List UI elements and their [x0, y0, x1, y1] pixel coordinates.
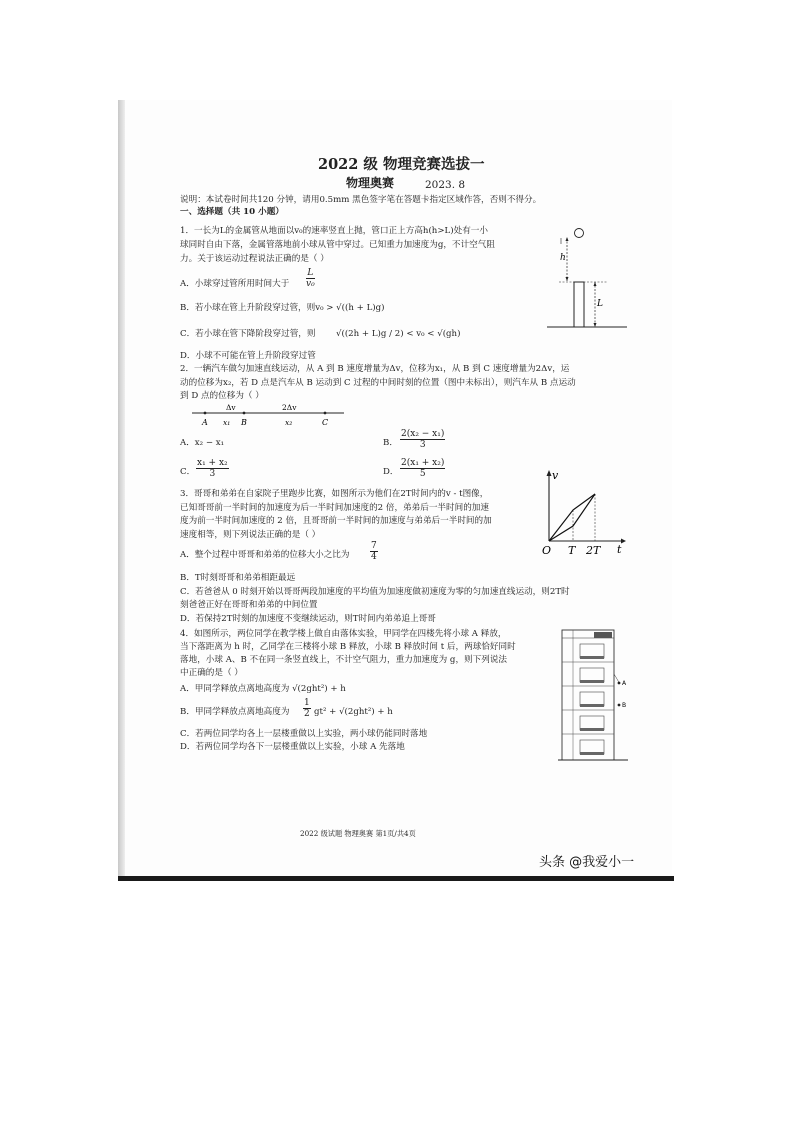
q2-option-b-fraction [400, 429, 445, 450]
label-x2: x₂ [285, 418, 293, 427]
q1-option-b: B．若小球在管上升阶段穿过管，则v₀ > √((h + L)g) [180, 303, 385, 313]
ball-icon [575, 229, 584, 238]
q2-c-denominator: 3 [209, 469, 216, 479]
q1-stem-line2: 球同时自由下落，金属管落地前小球从管中穿过。已知重力加速度为g，不计空气阻 [180, 240, 495, 250]
q1-a-numerator: L [307, 268, 314, 278]
q3-a-denominator: 4 [371, 552, 377, 562]
q4-option-b-label: B．甲同学释放点离地高度为 [180, 707, 290, 717]
label-2dv: 2Δv [282, 403, 297, 412]
q1-stem-line1: 1．一长为L的金属管从地面以v₀的速率竖直上抛，管口正上方高h(h>L)处有一小 [180, 226, 488, 236]
q2-option-c-fraction [196, 458, 229, 479]
q3-option-b: B．T时刻哥哥和弟弟相距最远 [180, 573, 296, 583]
roof-railing [594, 632, 612, 638]
q3-a-numerator: 7 [371, 541, 377, 551]
point-B [243, 412, 246, 415]
page-footer: 2022 级试题 物理奥赛 第1页/共4页 [300, 829, 416, 838]
q4-option-c: C．若两位同学均各上一层楼重做以上实验，两小球仍能同时落地 [180, 729, 428, 739]
q2-d-numerator: 2(x₁ + x₂) [401, 458, 445, 468]
q1-tube-figure [545, 224, 630, 332]
q4-b-denominator: 2 [304, 709, 310, 719]
q2-motion-figure [192, 400, 347, 430]
q3-option-d: D．若保持2T时刻的加速度不变继续运动，则T时间内弟弟追上哥哥 [180, 614, 436, 624]
q1-option-c: C．若小球在管下降阶段穿过管，则 [180, 329, 316, 339]
exam-date: 2023. 8 [425, 179, 466, 191]
q3-stem-line4: 速度相等，则下列说法正确的是（ ） [180, 530, 321, 540]
q2-stem-line2: 动的位移为x₂，若 D 点是汽车从 B 运动到 C 过程的中间时刻的位置（图中未标出），则汽车从 B 点运动 [180, 378, 576, 388]
label-dv: Δv [226, 403, 236, 412]
q1-option-a-fraction [306, 268, 315, 289]
q4-option-b-fraction [303, 698, 311, 719]
label-v: v [552, 469, 559, 482]
q2-option-d-fraction [400, 458, 445, 479]
q3-stem-line3: 度为前一半时间加速度的 2 倍，且哥哥前一半时间的加速度与弟弟后一半时间的加 [180, 516, 492, 526]
label-O: O [542, 544, 552, 557]
q4-stem-line4: 中正确的是（ ） [180, 668, 243, 678]
q2-option-d-label: D． [383, 467, 399, 477]
q4-option-b-tail: gt² + √(2ght²) + h [314, 707, 393, 717]
label-ball-B: B [622, 702, 627, 709]
scan-bottom-edge [118, 876, 674, 881]
q2-option-a: A．x₂ − x₁ [180, 438, 225, 448]
q3-stem-line2: 已知哥哥前一半时间的加速度为后一半时间加速度的2 倍，弟弟后一半时间的加速 [180, 503, 489, 513]
q2-stem-line3: 到 D 点的位移为（ ） [180, 391, 264, 401]
exam-subtitle: 物理奥赛 [346, 176, 395, 190]
q4-b-numerator: 1 [304, 698, 310, 708]
label-ball-A: A [622, 680, 627, 687]
q3-option-c-line1: C．若爸爸从 0 时刻开始以哥哥两段加速度的平均值为加速度做初速度为零的匀加速直线运动，则2T时 [180, 587, 570, 597]
label-t: t [617, 543, 622, 556]
label-T: T [568, 544, 576, 557]
label-x1: x₁ [223, 418, 231, 427]
brother-line [549, 494, 595, 541]
q4-option-a: A．甲同学释放点离地高度为 √(2ght²) + h [180, 684, 346, 694]
point-A [204, 412, 207, 415]
label-B: B [241, 418, 247, 427]
q4-building-figure [558, 624, 634, 764]
q1-a-denominator: v₀ [306, 279, 315, 289]
section-heading: 一、选择题（共 10 小题） [180, 207, 284, 217]
q1-stem-line3: 力。关于该运动过程说法正确的是（ ） [180, 254, 329, 264]
q2-c-numerator: x₁ + x₂ [197, 458, 228, 468]
floors [562, 644, 614, 754]
q2-b-numerator: 2(x₂ − x₁) [401, 429, 445, 439]
label-L: L [597, 299, 603, 309]
q3-option-c-line2: 刻爸爸正好在哥哥和弟弟的中间位置 [180, 600, 318, 610]
q3-option-a-fraction [370, 541, 378, 562]
source-watermark: 头条 @我爱小一 [539, 855, 635, 870]
point-C [324, 412, 327, 415]
building-outline [562, 630, 614, 760]
q2-d-denominator: 5 [419, 469, 426, 479]
q1-option-d: D．小球不可能在管上升阶段穿过管 [180, 351, 316, 361]
q2-stem-line1: 2．一辆汽车做匀加速直线运动，从 A 到 B 速度增量为Δv，位移为x₁，从 B 到 C 速度增量为2Δv，运 [180, 364, 570, 374]
q3-vt-graph [537, 466, 629, 558]
metal-tube [574, 282, 584, 327]
q4-stem-line2: 当下落距离为 h 时，乙同学在三楼将小球 B 释放，小球 B 释放时间 t 后，两球恰好同时 [180, 642, 516, 652]
q2-option-b-label: B． [383, 438, 398, 448]
label-2T: 2T [586, 544, 601, 557]
label-A: A [202, 418, 208, 427]
q2-b-denominator: 3 [419, 440, 426, 450]
younger-brother-line [549, 494, 595, 541]
label-h: h [560, 253, 566, 263]
q1-option-c-expression: √((2h + L)g / 2) < v₀ < √(gh) [336, 329, 461, 339]
q4-stem-line1: 4．如图所示，两位同学在教学楼上做自由落体实验，甲同学在四楼先将小球 A 释放， [180, 629, 507, 639]
q4-option-d: D．若两位同学均各下一层楼重做以上实验，小球 A 先落地 [180, 742, 405, 752]
q1-option-a: A．小球穿过管所用时间大于 [180, 279, 290, 289]
instructions: 说明：本试卷时间共120 分钟，请用0.5mm 黑色签字笔在答题卡指定区域作答，否则不得分。 [180, 195, 542, 205]
label-C: C [322, 418, 329, 427]
ball-b-icon [618, 704, 621, 707]
q2-option-c-label: C． [180, 467, 196, 477]
q3-stem-line1: 3．哥哥和弟弟在自家院子里跑步比赛，如图所示为他们在2T时间内的v - t图像， [180, 489, 489, 499]
q4-stem-line3: 落地，小球 A、B 不在同一条竖直线上，不计空气阻力，重力加速度为 g，则下列说法 [180, 655, 508, 665]
scan-edge-shadow [118, 100, 125, 880]
ball-a-icon [618, 682, 621, 685]
q3-option-a: A．整个过程中哥哥和弟弟的位移大小之比为 [180, 550, 350, 560]
exam-title: 2022 级 物理竞赛选拔一 [318, 156, 485, 173]
